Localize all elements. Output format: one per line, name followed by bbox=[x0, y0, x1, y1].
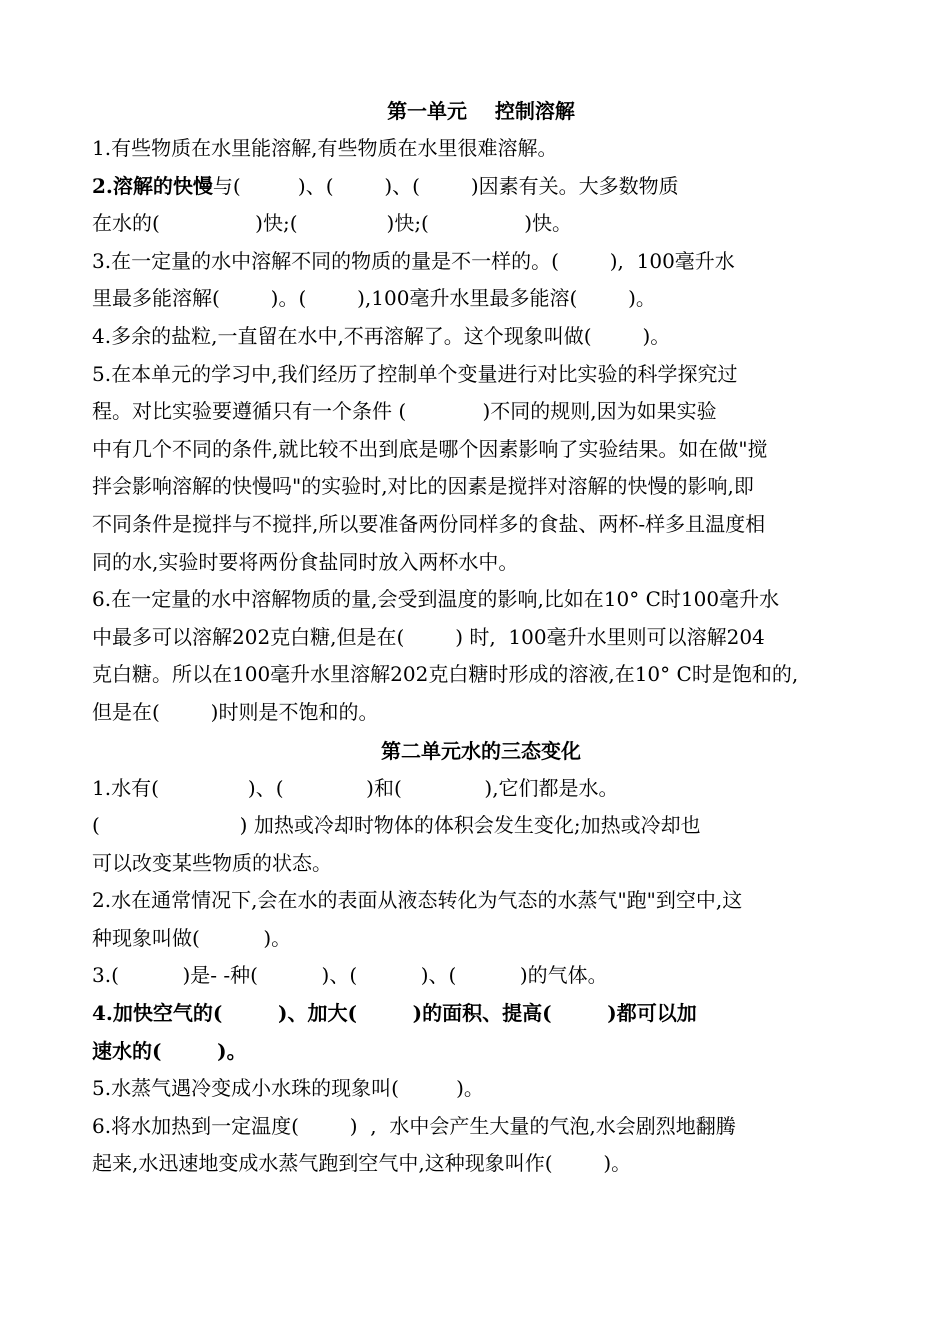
unit2-title: 第二单元水的三态变化 bbox=[381, 738, 581, 763]
unit2-q2: 2.水在通常情况下,会在水的表面从液态转化为气态的水蒸气"跑"到空中,这 bbox=[92, 888, 743, 913]
unit1-q3: 3.在一定量的水中溶解不同的物质的量是不一样的。( ), 100毫升水 bbox=[92, 248, 735, 273]
unit1-q6-cont3: 但是在( )时则是不饱和的。 bbox=[92, 699, 379, 724]
unit1-q5-cont1: 程。对比实验要遵循只有一个条件 ( )不同的规则,因为如果实验 bbox=[92, 399, 717, 424]
unit1-q6: 6.在一定量的水中溶解物质的量,会受到温度的影响,比如在10° C时100毫升水 bbox=[92, 587, 780, 612]
unit1-q6-cont2: 克白糖。所以在100毫升水里溶解202克白糖时形成的溶液,在10° C时是饱和的, bbox=[92, 662, 799, 687]
unit2-q6-cont: 起来,水迅速地变成水蒸气跑到空气中,这种现象叫作( )。 bbox=[92, 1151, 632, 1176]
unit1-q5-cont4: 不同条件是搅拌与不搅拌,所以要准备两份同样多的食盐、两杯-样多且温度相 bbox=[92, 511, 766, 536]
unit2-q4: 4.加快空气的( )、加大( )的面积、提高( )都可以加 bbox=[92, 1001, 697, 1026]
unit1-q5: 5.在本单元的学习中,我们经历了控制单个变量进行对比实验的科学探究过 bbox=[92, 361, 738, 386]
unit1-q4: 4.多余的盐粒,一直留在水中,不再溶解了。这个现象叫做( )。 bbox=[92, 323, 671, 348]
unit1-q3-cont: 里最多能溶解( )。( ),100毫升水里最多能溶( )。 bbox=[92, 286, 656, 311]
unit1-q5-cont2: 中有几个不同的条件,就比较不出到底是哪个因素影响了实验结果。如在做"搅 bbox=[92, 436, 768, 461]
unit2-q1-cont2: 可以改变某些物质的状态。 bbox=[92, 850, 332, 875]
unit1-q2-rest: 与( )、( )、( )因素有关。大多数物质 bbox=[212, 173, 679, 198]
unit2-q1-cont1: ( ) 加热或冷却时物体的体积会发生变化;加热或冷却也 bbox=[92, 813, 701, 838]
worksheet bbox=[92, 92, 870, 1183]
unit2-q6: 6.将水加热到一定温度( ) , 水中会产生大量的气泡,水会剧烈地翻腾 bbox=[92, 1113, 736, 1138]
unit2-q1: 1.水有( )、( )和( ),它们都是水。 bbox=[92, 775, 619, 800]
unit1-q5-cont5: 同的水,实验时要将两份食盐同时放入两杯水中。 bbox=[92, 549, 519, 574]
unit2-q3: 3.( )是- -种( )、( )、( )的气体。 bbox=[92, 963, 608, 988]
unit1-q2-cont: 在水的( )快;( )快;( )快。 bbox=[92, 211, 573, 236]
unit1-q1: 1.有些物质在水里能溶解,有些物质在水里很难溶解。 bbox=[92, 136, 558, 160]
unit2-q4-cont: 速水的( )。 bbox=[92, 1038, 247, 1063]
unit1-q6-cont1: 中最多可以溶解202克白糖,但是在( ) 时, 100毫升水里则可以溶解204 bbox=[92, 624, 765, 649]
unit1-q5-cont3: 拌会影响溶解的快慢吗"的实验时,对比的因素是搅拌对溶解的快慢的影响,即 bbox=[92, 474, 754, 499]
unit2-q2-cont: 种现象叫做( )。 bbox=[92, 925, 292, 950]
unit1-q2-bold: 2.溶解的快慢 bbox=[92, 173, 213, 198]
unit1-q2 bbox=[92, 168, 870, 206]
unit2-q5: 5.水蒸气遇冷变成小水珠的现象叫( )。 bbox=[92, 1076, 484, 1101]
unit1-title: 第一单元 控制溶解 bbox=[387, 99, 575, 123]
